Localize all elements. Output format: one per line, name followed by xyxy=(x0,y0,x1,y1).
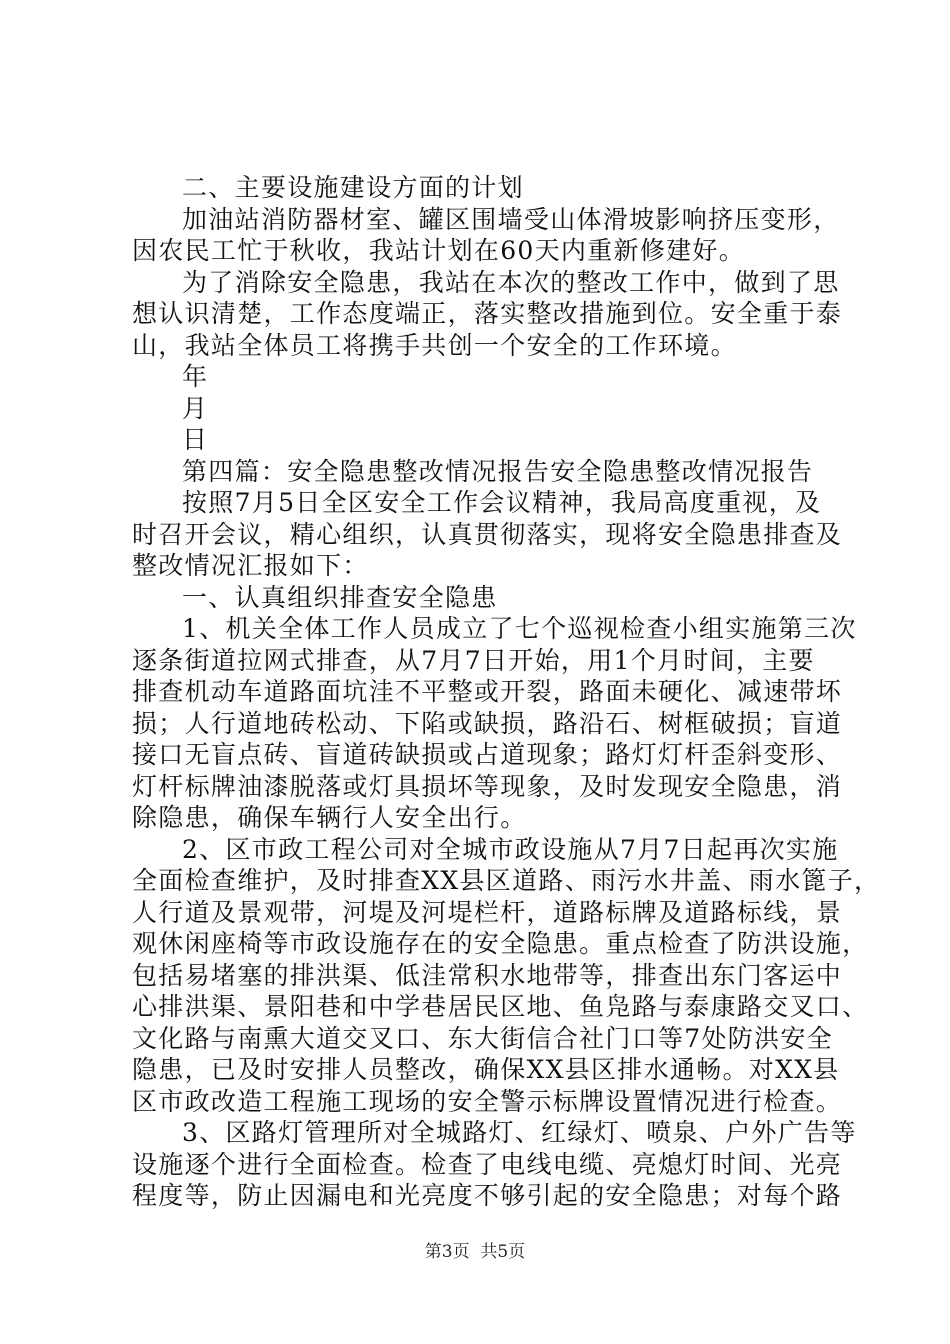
text-line: 观休闲座椅等市政设施存在的安全隐患。重点检查了防洪设施， xyxy=(132,929,869,958)
text-line: 年 xyxy=(182,362,209,391)
text-line: 为了消除安全隐患，我站在本次的整改工作中，做到了思 xyxy=(182,267,840,297)
text-line: 心排洪渠、景阳巷和中学巷居民区地、鱼凫路与泰康路交叉口、 xyxy=(132,992,869,1021)
text-line: 损；人行道地砖松动、下陷或缺损，路沿石、树框破损；盲道 xyxy=(132,708,843,738)
text-line: 人行道及景观带，河堤及河堤栏杆，道路标牌及道路标线，景 xyxy=(132,897,843,927)
text-line: 排查机动车道路面坑洼不平整或开裂，路面未硬化、减速带坏 xyxy=(132,677,843,706)
text-line: 区市政改造工程施工现场的安全警示标牌设置情况进行检查。 xyxy=(132,1086,843,1116)
text-line: 灯杆标牌油漆脱落或灯具损坏等现象，及时发现安全隐患，消 xyxy=(132,771,843,801)
text-line: 2、区市政工程公司对全城市政设施从7月7日起再次实施 xyxy=(182,834,839,864)
text-line: 3、区路灯管理所对全城路灯、红绿灯、喷泉、户外广告等 xyxy=(182,1118,857,1147)
text-line: 逐条街道拉网式排查，从7月7日开始，用1个月时间，主要 xyxy=(132,645,815,675)
text-line: 日 xyxy=(182,425,209,454)
text-line: 第四篇：安全隐患整改情况报告安全隐患整改情况报告 xyxy=(182,456,814,486)
text-line: 时召开会议，精心组织，认真贯彻落实，现将安全隐患排查及 xyxy=(132,519,843,549)
text-line: 1、机关全体工作人员成立了七个巡视检查小组实施第三次 xyxy=(182,614,857,643)
text-line: 全面检查维护，及时排查XX县区道路、雨污水井盖、雨水篦子， xyxy=(132,866,881,895)
text-line: 文化路与南熏大道交叉口、东大街信合社门口等7处防洪安全 xyxy=(132,1023,834,1053)
text-line: 加油站消防器材室、罐区围墙受山体滑坡影响挤压变形， xyxy=(182,204,840,234)
text-line: 整改情况汇报如下： xyxy=(132,551,369,580)
text-line: 因农民工忙于秋收，我站计划在60天内重新修建好。 xyxy=(132,236,746,265)
text-line: 想认识清楚，工作态度端正，落实整改措施到位。安全重于泰 xyxy=(132,299,843,328)
text-line: 山，我站全体员工将携手共创一个安全的工作环境。 xyxy=(132,330,737,360)
document-body xyxy=(132,172,881,1212)
text-line: 月 xyxy=(182,393,209,423)
text-line: 程度等，防止因漏电和光亮度不够引起的安全隐患；对每个路 xyxy=(132,1181,843,1210)
page-number-label: 第3页 共5页 xyxy=(424,1242,526,1262)
text-line: 隐患，已及时安排人员整改，确保XX县区排水通畅。对XX县 xyxy=(132,1055,840,1084)
text-line: 一、认真组织排查安全隐患 xyxy=(182,582,498,612)
text-line: 按照7月5日全区安全工作会议精神，我局高度重视，及 xyxy=(182,488,822,517)
text-line: 设施逐个进行全面检查。检查了电线电缆、亮熄灯时间、光亮 xyxy=(132,1149,843,1179)
page-footer xyxy=(0,1241,950,1263)
text-line: 二、主要设施建设方面的计划 xyxy=(182,173,524,202)
text-line: 接口无盲点砖、盲道砖缺损或占道现象；路灯灯杆歪斜变形、 xyxy=(132,740,843,769)
text-line: 除隐患，确保车辆行人安全出行。 xyxy=(132,803,527,832)
text-line: 包括易堵塞的排洪渠、低洼常积水地带等，排查出东门客运中 xyxy=(132,960,843,990)
